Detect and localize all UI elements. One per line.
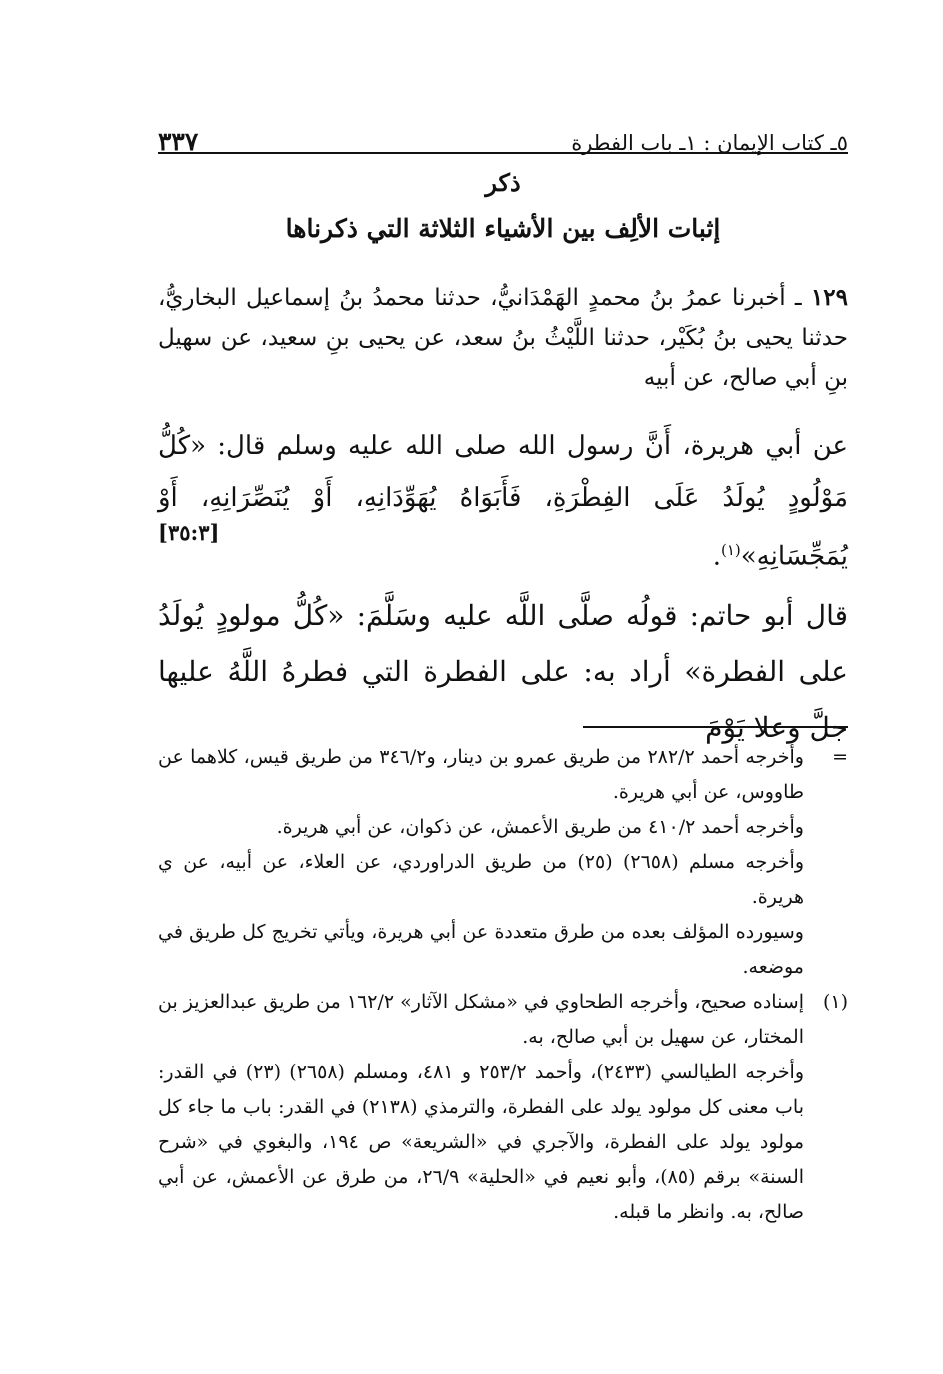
matn-end: . [712, 541, 721, 572]
footnote-paragraph: وأخرجه مسلم (٢٦٥٨) (٢٥) من طريق الدراوردي، عن العلاء، عن أبيه، عن ي هريرة. [158, 851, 804, 908]
footnote-reference: (١) [720, 541, 741, 559]
hadith-chain-text: ـ أخبرنا عمرُ بنُ محمدٍ الهَمْدَانيُّ، حدثنا محمدُ بنُ إسماعيل البخاريُّ، حدثنا يحيى بنُ بُكَيْر، حدثنا اللَّيْثُ بنُ سعد، عن يحيى بنِ سعيد، عن سهيل بنِ أبي صالح، عن أبيه [158, 285, 848, 391]
hadith-matn-text: عن أبي هريرة، أَنَّ رسول الله صلى الله عليه وسلم قال: «كُلُّ مَوْلُودٍ يُولَدُ عَلَى الفِطْرَةِ، فَأَبَوَاهُ يُهَوِّدَانِهِ، أَوْ يُنَصِّرَانِهِ، أَوْ يُمَجِّسَانِهِ» [158, 431, 848, 572]
running-title: ٥ـ كتاب الإيمان : ١ـ باب الفطرة [571, 131, 848, 155]
footnote-continued [158, 740, 848, 985]
footnote-1 [158, 985, 848, 1230]
footnote-rule [583, 726, 848, 728]
section-label: ذكر [485, 168, 521, 197]
footnote-paragraph: وسيورده المؤلف بعده من طرق متعددة عن أبي هريرة، ويأتي تخريج كل طريق في موضعه. [158, 921, 804, 978]
footnote-paragraph: إسناده صحيح، وأخرجه الطحاوي في «مشكل الآثار» ١٦٢/٢ من طريق عبدالعزيز بن المختار، عن سهيل بن أبي صالح، به. [158, 991, 804, 1048]
page-header [158, 108, 848, 154]
hadith-reference: [٣٥:٣] [158, 520, 220, 545]
header-rule [158, 152, 848, 154]
footnote-paragraph: وأخرجه أحمد ٤١٠/٢ من طريق الأعمش، عن ذكوان، عن أبي هريرة. [276, 816, 804, 838]
footnote-paragraph: وأخرجه الطيالسي (٢٤٣٣)، وأحمد ٢٥٣/٢ و ٤٨١، ومسلم (٢٦٥٨) (٢٣) في القدر: باب معنى كل مولود يولد على الفطرة، والترمذي (٢١٣٨) في القدر: باب ما جاء كل مولود يولد على الفطرة، والآجري في «الشريعة» ص ١٩٤، والبغوي في «شرح السنة» برقم (٨٥)، وأبو نعيم في «الحلية» ٢٦/٩، من طرق عن الأعمش، عن أبي صالح، به. وانظر ما قبله. [158, 1061, 805, 1223]
section-title: إثبات الألِف بين الأشياء الثلاثة التي ذكرناها [285, 214, 721, 243]
footnote-marker: = [832, 746, 848, 768]
commentary-text: قال أبو حاتم: قولُه صلَّى اللَّه عليه وسَلَّمَ: «كُلُّ مولودٍ يُولَدُ على الفطرة» أراد به: على الفطرة التي فطرهُ اللَّهُ عليها جلَّ وعلا يَوْمَ [158, 599, 848, 744]
hadith-text [158, 420, 848, 583]
footnote-body [158, 740, 804, 985]
footnote-paragraph: وأخرجه أحمد ٢٨٢/٢ من طريق عمرو بن دينار، و٣٤٦/٢ من طريق قيس، كلاهما عن طاووس، عن أبي هريرة. [158, 746, 804, 803]
hadith-isnad [158, 278, 848, 398]
footnote-body [158, 985, 804, 1230]
page-number: ٣٣٧ [158, 127, 199, 156]
footnote-marker: (١) [822, 991, 848, 1013]
footnotes [158, 740, 848, 1230]
hadith-number: ١٢٩ [810, 284, 848, 311]
